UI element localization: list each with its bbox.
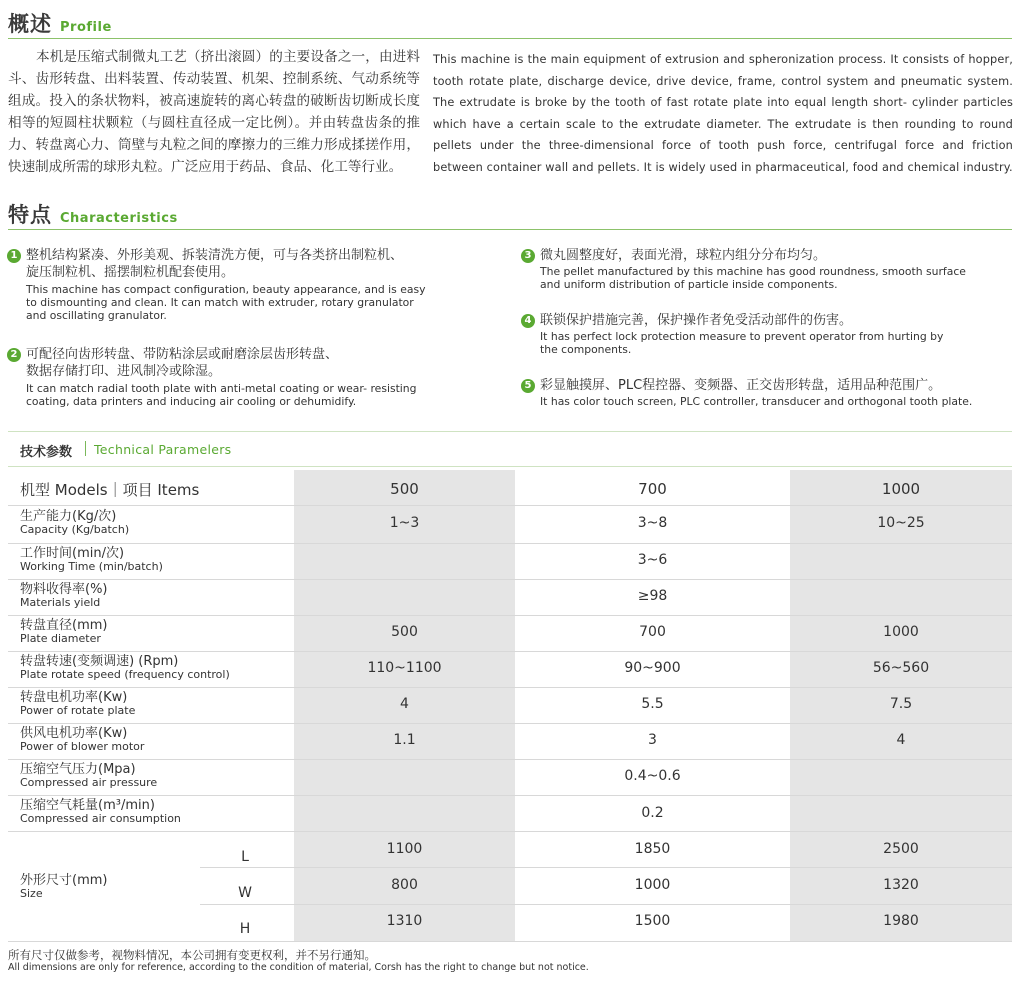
row-divider (8, 687, 1012, 688)
table-cell-merged: ≥98 (637, 588, 668, 604)
row-divider (8, 615, 1012, 616)
row-label-cn: 转盘转速(变频调速) (Rpm) (20, 654, 179, 669)
table-cell: 4 (896, 732, 906, 748)
feature-text-cn: 可配径向齿形转盘、带防粘涂层或耐磨涂层齿形转盘、 (26, 347, 339, 362)
table-cell: 1320 (883, 877, 919, 893)
row-divider (200, 867, 1012, 868)
row-divider (200, 904, 1012, 905)
row-divider (8, 579, 1012, 580)
table-row-label (20, 510, 129, 536)
characteristics-title-en: Characteristics (60, 211, 178, 226)
row-label-en: Power of rotate plate (20, 704, 136, 717)
feature-text-en-2: to dismounting and clean. It can match with extruder, rotary granulator (26, 296, 414, 309)
table-row-label (20, 691, 135, 717)
model-500-header: 500 (390, 480, 419, 498)
dim-label: H (239, 921, 251, 937)
feature-text-en: This machine has compact configuration, beauty appearance, and is easy (26, 283, 426, 296)
table-cell: 1980 (883, 913, 919, 929)
row-label-cn: 供风电机功率(Kw) (20, 726, 128, 741)
row-label-en: Power of blower motor (20, 740, 145, 753)
feature-number-badge: 2 (7, 348, 21, 362)
dim-label: L (241, 849, 249, 865)
table-cell: 90~900 (624, 660, 681, 676)
feature-number-badge: 4 (521, 314, 535, 328)
row-divider (8, 759, 1012, 760)
table-row-label (20, 799, 181, 825)
table-cell: 56~560 (872, 660, 930, 676)
feature-text-en-2: coating, data printers and inducing air cooling or dehumidify. (26, 395, 357, 408)
footer-note-cn: 所有尺寸仅做参考，视物料情况，本公司拥有变更权利，并不另行通知。 (8, 948, 376, 962)
feature-text-en: It has perfect lock protection measure to prevent operator from hurting by (540, 330, 944, 343)
row-divider (8, 795, 1012, 796)
table-cell: 500 (391, 624, 418, 640)
row-divider (8, 543, 1012, 544)
tech-top-divider (8, 431, 1012, 432)
feature-number-badge: 1 (7, 249, 21, 263)
table-row-label (20, 655, 230, 681)
footer-note-en: All dimensions are only for reference, according to the condition of material, Corsh has the right to change but not notice. (8, 962, 589, 973)
row-label-cn: 压缩空气耗量(m³/min) (20, 798, 155, 813)
row-label-en: Compressed air pressure (20, 776, 158, 789)
row-label-en: Plate diameter (20, 632, 101, 645)
profile-text-cn: 本机是压缩式制微丸工艺（挤出滚圆）的主要设备之一，由进料斗、齿形转盘、出料装置、传动装置、机架、控制系统、气动系统等组成。投入的条状物料，被高速旋转的离心转盘的破断齿切断成长度相等的短圆柱状颗粒（与圆柱直径成一定比例）。并由转盘齿条的推力、转盘离心力、筒壁与丸粒之间的摩擦力的三维力形成揉搓作用，快速制成所需的球形丸粒。广泛应用于药品、食品、化工等行业。 (8, 49, 420, 175)
table-cell: 110~1100 (367, 660, 442, 676)
feature-text-en-2: the components. (540, 343, 632, 356)
feature-text-cn-2: 数据存储打印、进风制冷或除湿。 (26, 364, 222, 379)
row-label-cn: 转盘直径(mm) (20, 618, 108, 633)
feature-text-en: The pellet manufactured by this machine has good roundness, smooth surface (540, 265, 966, 278)
row-divider (8, 941, 1012, 942)
table-cell-merged: 3~6 (637, 552, 668, 568)
feature-text-en: It can match radial tooth plate with anti-metal coating or wear- resisting (26, 382, 417, 395)
table-row-label (20, 727, 144, 753)
tech-title-cn: 技术参数 (20, 445, 73, 460)
tech-title-divider (8, 466, 1012, 467)
table-cell: 1~3 (389, 515, 420, 531)
feature-text-en-3: and oscillating granulator. (26, 309, 167, 322)
row-divider (8, 505, 1012, 506)
row-label-cn: 转盘电机功率(Kw) (20, 690, 128, 705)
table-cell-merged: 0.4~0.6 (624, 768, 681, 784)
table-row-label (20, 763, 157, 789)
table-cell: 1500 (634, 913, 671, 929)
feature-text-cn-2: 旋压制粒机、摇摆制粒机配套使用。 (26, 265, 235, 280)
feature-text-cn: 微丸圆整度好，表面光滑，球粒内组分分布均匀。 (540, 248, 827, 263)
model-1000-header: 1000 (881, 480, 921, 498)
table-row-label (20, 547, 163, 573)
row-divider (8, 651, 1012, 652)
table-cell: 1100 (386, 841, 423, 857)
profile-title-en: Profile (60, 20, 112, 35)
table-cell: 1000 (883, 624, 919, 640)
row-label-cn: 压缩空气压力(Mpa) (20, 762, 136, 777)
table-cell: 4 (400, 696, 409, 712)
table-cell: 700 (639, 624, 666, 640)
row-divider (8, 831, 1012, 832)
table-cell: 1.1 (393, 732, 416, 748)
feature-text-en: It has color touch screen, PLC controller, transducer and orthogonal tooth plate. (540, 395, 973, 408)
table-cell: 10~25 (877, 515, 925, 531)
dim-label: W (238, 885, 252, 901)
table-cell: 2500 (883, 841, 919, 857)
characteristics-divider (8, 229, 1012, 230)
feature-text-en-2: and uniform distribution of particle inside components. (540, 278, 838, 291)
characteristics-title-cn: 特点 (8, 203, 52, 227)
table-header-label: 机型 Models｜项目 Items (20, 481, 200, 499)
table-cell: 1850 (634, 841, 671, 857)
row-label-cn: 物料收得率(%) (20, 582, 108, 597)
profile-heading (8, 8, 112, 38)
row-label-en: Materials yield (20, 596, 101, 609)
feature-text-cn: 彩显触摸屏、PLC程控器、变频器、正交齿形转盘，适用品种范围广。 (540, 378, 942, 393)
profile-divider (8, 38, 1012, 39)
row-label-en: Plate rotate speed (frequency control) (20, 668, 230, 681)
table-cell: 800 (391, 877, 418, 893)
size-label-en: Size (20, 887, 43, 900)
profile-text-en: This machine is the main equipment of extrusion and spheronization process. It consists of hopper, tooth rotate plate, discharge device, drive device, frame, control system and pneumatic system. The extrudate is broke by the tooth of fast rotate plate into equal length short- cylinder particles which have a certain scale to the extrudate diameter. The extrudate is then rounding to round pellets under the three-dimensional force of tooth push force, centrifugal force and friction between container wall and pellets. It is widely used in pharmaceutical, food and chemical industry. (433, 53, 1013, 174)
table-cell: 3~8 (637, 515, 668, 531)
table-cell: 1000 (634, 877, 671, 893)
row-label-en: Capacity (Kg/batch) (20, 523, 130, 536)
table-cell: 5.5 (641, 696, 664, 712)
row-divider (8, 723, 1012, 724)
size-label-cn: 外形尺寸(mm) (20, 873, 108, 888)
table-row-label (20, 583, 108, 609)
tech-title-en: Technical Paramelers (94, 442, 232, 457)
row-label-en: Compressed air consumption (20, 812, 181, 825)
table-row-label (20, 619, 107, 645)
feature-number-badge: 5 (521, 379, 535, 393)
table-cell-merged: 0.2 (641, 805, 664, 821)
row-label-en: Working Time (min/batch) (20, 560, 163, 573)
row-label-cn: 生产能力(Kg/次) (20, 509, 117, 524)
tech-title-separator (85, 441, 86, 456)
feature-text-cn: 联锁保护措施完善，保护操作者免受活动部件的伤害。 (540, 313, 853, 328)
feature-text-cn: 整机结构紧凑、外形美观、拆装清洗方便，可与各类挤出制粒机、 (26, 248, 404, 263)
row-label-cn: 工作时间(min/次) (20, 546, 125, 561)
model-700-header: 700 (638, 480, 667, 498)
profile-title-cn: 概述 (8, 12, 52, 36)
table-cell: 3 (648, 732, 657, 748)
characteristics-heading (8, 199, 178, 229)
size-row-label (20, 874, 107, 900)
table-cell: 1310 (386, 913, 423, 929)
table-cell: 7.5 (889, 696, 913, 712)
feature-number-badge: 3 (521, 249, 535, 263)
